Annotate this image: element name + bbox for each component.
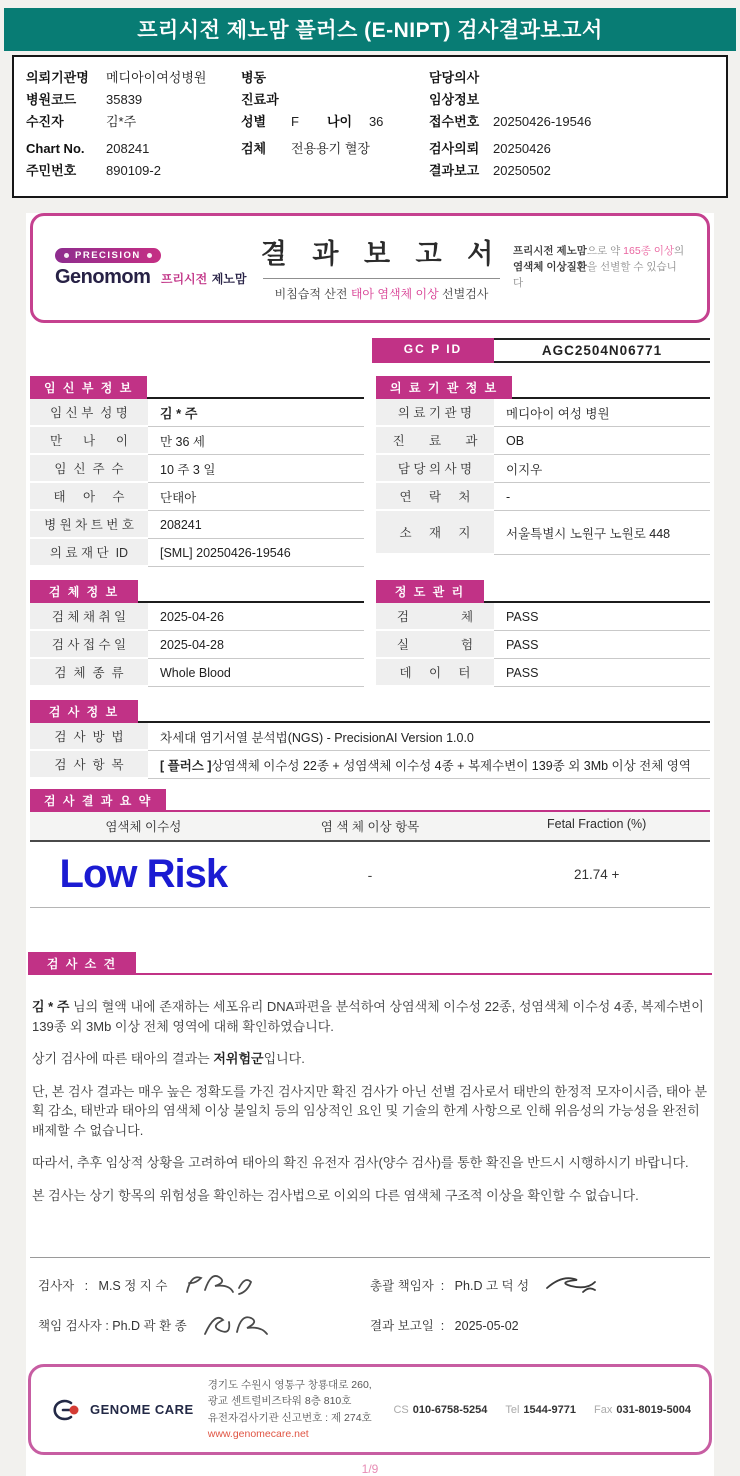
footer-contacts bbox=[393, 1404, 691, 1416]
signature-row bbox=[38, 1270, 370, 1300]
signature-col-right bbox=[370, 1270, 702, 1340]
chief-examiner-signature-image bbox=[201, 1310, 271, 1340]
abnormal-item-value: - bbox=[367, 866, 373, 883]
section-tab-test-info: 검 사 정 보 bbox=[30, 700, 138, 723]
footer-address bbox=[208, 1377, 380, 1442]
row-value: Whole Blood bbox=[160, 665, 231, 680]
table-row bbox=[30, 751, 710, 779]
subtitle-text: 선별검사 bbox=[438, 287, 489, 301]
table-row bbox=[376, 659, 710, 687]
field-label: 수진자 bbox=[26, 114, 64, 129]
field-value: 890109-2 bbox=[106, 163, 161, 178]
row-label: 만 나 이 bbox=[30, 427, 148, 455]
row-value: 10 주 3 일 bbox=[160, 462, 216, 477]
row-label: 임 신 주 수 bbox=[30, 455, 148, 483]
field-label: 성별 bbox=[241, 114, 267, 129]
cs-number: 010-6758-5254 bbox=[412, 1403, 488, 1416]
row-label: 소 재 지 bbox=[376, 511, 494, 555]
row-value: 2025-04-26 bbox=[160, 609, 224, 624]
brand-name-kr2: 제노맘 bbox=[211, 272, 247, 286]
table-row bbox=[241, 142, 429, 158]
row-label: 검 체 bbox=[376, 603, 494, 631]
table-row bbox=[30, 483, 364, 511]
director-signature-image bbox=[543, 1272, 599, 1298]
test-info-section bbox=[30, 700, 710, 779]
headline-divider bbox=[263, 278, 500, 279]
test-item-rest: 상염색체 이수성 22종 + 성염색체 이수성 4종 + 복제수변이 139종 외 3Mb 이상 전체 영역 bbox=[211, 758, 691, 773]
row-label: 검 사 방 법 bbox=[30, 723, 148, 751]
fax-contact bbox=[594, 1404, 691, 1416]
genome-care-logo-icon bbox=[49, 1397, 83, 1423]
field-label: 진료과 bbox=[241, 92, 279, 107]
field-label: 검체 bbox=[241, 141, 267, 156]
subtitle-text: 비침습적 산전 bbox=[274, 287, 351, 301]
paragraph-text: 입니다. bbox=[263, 1051, 305, 1066]
table-row bbox=[26, 115, 241, 131]
findings-paragraph bbox=[32, 997, 708, 1036]
director-label: 총괄 책임자 : Ph.D 고 덕 성 bbox=[370, 1279, 530, 1293]
cs-label: CS bbox=[393, 1403, 409, 1416]
table-row bbox=[429, 142, 716, 158]
table-row bbox=[376, 511, 710, 555]
field-value: F bbox=[291, 114, 299, 129]
gcp-id-label: GC P ID bbox=[372, 338, 494, 363]
table-row bbox=[376, 631, 710, 659]
row-label: 데 이 터 bbox=[376, 659, 494, 687]
row-value: 이지우 bbox=[506, 462, 543, 477]
tagline-text: 을 선별할 수 있습니다 bbox=[512, 260, 677, 290]
row-value bbox=[148, 751, 710, 778]
field-label: 임상정보 bbox=[429, 92, 480, 107]
table-row bbox=[30, 455, 364, 483]
report-headline bbox=[261, 232, 502, 302]
section-tab-specimen-info: 검 체 정 보 bbox=[30, 580, 138, 603]
row-value: PASS bbox=[506, 665, 539, 680]
cs-contact bbox=[393, 1404, 487, 1416]
field-value: 20250426-19546 bbox=[493, 114, 592, 129]
row-value: [SML] 20250426-19546 bbox=[160, 545, 291, 560]
table-row bbox=[30, 511, 364, 539]
report-headline-title: 결 과 보 고 서 bbox=[260, 239, 503, 269]
row-label: 실 험 bbox=[376, 631, 494, 659]
row-label: 진 료 과 bbox=[376, 427, 494, 455]
brand-logo bbox=[55, 245, 250, 289]
row-label: 병 원 차 트 번 호 bbox=[30, 511, 148, 539]
section-tab-clinic-info: 의 료 기 관 정 보 bbox=[376, 376, 512, 399]
row-label: 의 료 재 단 ID bbox=[30, 539, 148, 567]
brand-name bbox=[55, 266, 250, 289]
row-label: 임 신 부 성 명 bbox=[30, 399, 148, 427]
tel-label: Tel bbox=[505, 1403, 520, 1416]
field-value: 36 bbox=[368, 114, 384, 129]
row-value: 단태아 bbox=[160, 490, 197, 505]
row-label: 검 사 항 목 bbox=[30, 751, 148, 779]
patient-name-bold: 김 * 주 bbox=[32, 999, 70, 1014]
summary-header-row bbox=[30, 812, 710, 842]
patient-info-col-right bbox=[429, 68, 716, 183]
examiner-signature-image bbox=[181, 1270, 255, 1300]
gcp-id-value: AGC2504N06771 bbox=[494, 338, 710, 363]
result-summary-section bbox=[30, 789, 710, 908]
company-name: GENOME CARE bbox=[90, 1402, 194, 1418]
examiner-label: 검사자 : M.S 정 지 수 bbox=[38, 1279, 168, 1293]
row-label: 검 사 접 수 일 bbox=[30, 631, 148, 659]
table-row bbox=[376, 455, 710, 483]
field-value: 35839 bbox=[106, 92, 143, 107]
table-row bbox=[429, 115, 716, 131]
field-value: 20250426 bbox=[493, 141, 551, 156]
mother-info-section bbox=[30, 376, 364, 567]
precision-badge bbox=[55, 248, 161, 263]
table-row bbox=[241, 93, 429, 109]
report-headline-subtitle bbox=[261, 285, 502, 302]
report-header-box bbox=[30, 213, 710, 323]
genome-care-logo bbox=[49, 1397, 194, 1423]
report-body bbox=[26, 213, 714, 1476]
tel-contact bbox=[505, 1404, 576, 1416]
table-row bbox=[30, 631, 364, 659]
row-value: 2025-04-28 bbox=[160, 637, 224, 652]
table-row bbox=[241, 71, 429, 87]
table-row bbox=[30, 603, 364, 631]
table-row bbox=[429, 93, 716, 109]
table-row bbox=[241, 115, 429, 131]
address-line-1: 경기도 수원시 영통구 창룡대로 260, 광교 센트럴비즈타워 8층 810호 bbox=[207, 1379, 372, 1408]
page-number: 1/9 bbox=[361, 1462, 379, 1476]
findings-paragraph: 따라서, 추후 임상적 상황을 고려하여 태아의 확진 유전자 검사(양수 검사)를 통한 확진을 반드시 시행하시기 바랍니다. bbox=[32, 1155, 689, 1170]
field-label: Chart No. bbox=[26, 141, 85, 156]
fax-label: Fax bbox=[594, 1403, 613, 1416]
badge-dot-icon bbox=[147, 253, 152, 258]
findings-paragraph: 단, 본 검사 결과는 매우 높은 정확도를 가진 검사지만 확진 검사가 아닌 선별 검사로서 태반의 한정적 모자이시즘, 태아 분획 감소, 태반과 태아의 염색체 이상 불일치 등의 임상적인 요인 및 기술의 한계 사항으로 인해 위음성의 가능성을 완전히 배제할 수 없습니다. bbox=[32, 1083, 708, 1138]
row-value: - bbox=[506, 489, 511, 504]
field-label: 접수번호 bbox=[429, 114, 480, 129]
table-row bbox=[376, 603, 710, 631]
signature-row bbox=[38, 1310, 370, 1340]
risk-result-value: Low Risk bbox=[59, 852, 228, 896]
qc-info-section bbox=[376, 580, 710, 687]
summary-col-header: 염색체 이수성 bbox=[105, 820, 182, 834]
table-row bbox=[26, 71, 241, 87]
summary-value-row bbox=[30, 842, 710, 908]
brand-name-en: Genomom bbox=[55, 266, 151, 288]
findings-section bbox=[28, 952, 712, 1205]
test-item-bold: [ 플러스 ] bbox=[160, 758, 212, 773]
row-value: OB bbox=[506, 433, 525, 448]
row-value: 만 36 세 bbox=[160, 434, 205, 449]
row-label: 태 아 수 bbox=[30, 483, 148, 511]
company-url-link[interactable]: www.genomecare.net bbox=[207, 1427, 309, 1440]
specimen-info-section bbox=[30, 580, 364, 687]
field-label: 담당의사 bbox=[429, 70, 480, 85]
field-label: 나이 bbox=[326, 114, 353, 129]
table-row bbox=[30, 659, 364, 687]
field-label: 병원코드 bbox=[26, 92, 77, 107]
tagline-bold: 염색체 이상질환 bbox=[512, 260, 587, 273]
tel-number: 1544-9771 bbox=[523, 1403, 577, 1416]
tagline-pink: 165종 이상 bbox=[623, 244, 675, 257]
table-row bbox=[26, 142, 241, 158]
table-row bbox=[376, 399, 710, 427]
summary-col-header: Fetal Fraction (%) bbox=[547, 817, 647, 831]
row-label: 담 당 의 사 명 bbox=[376, 455, 494, 483]
field-value: 208241 bbox=[106, 141, 150, 156]
subtitle-highlight: 태아 염색체 이상 bbox=[350, 287, 439, 301]
row-value: 차세대 염기서열 분석법(NGS) - PrecisionAI Version 1.0.0 bbox=[160, 730, 474, 745]
report-title-banner bbox=[4, 8, 736, 51]
field-label: 결과보고 bbox=[429, 163, 480, 178]
row-value: 208241 bbox=[160, 517, 202, 532]
tagline-text: 의 bbox=[674, 244, 685, 257]
fax-number: 031-8019-5004 bbox=[616, 1403, 691, 1416]
table-row bbox=[429, 71, 716, 87]
table-row bbox=[26, 164, 241, 180]
badge-label: PRECISION bbox=[75, 250, 141, 261]
result-bold: 저위험군 bbox=[213, 1051, 264, 1066]
patient-info-table bbox=[12, 55, 728, 198]
footer-box bbox=[28, 1364, 712, 1455]
row-value: 김 * 주 bbox=[160, 406, 198, 421]
row-value: 메디아이 여성 병원 bbox=[506, 406, 610, 421]
paragraph-text: 님의 혈액 내에 존재하는 세포유리 DNA파편을 분석하여 상염색체 이수성 22종, 성염색체 이수성 4종, 복제수변이 139종 외 3Mb 이상 전체 영역에 대해 확인하였습니다. bbox=[32, 999, 704, 1034]
field-label: 병동 bbox=[241, 70, 267, 85]
section-tab-mother-info: 임 신 부 정 보 bbox=[30, 376, 147, 399]
report-date-label: 결과 보고일 : 2025-05-02 bbox=[370, 1319, 519, 1333]
table-row bbox=[30, 427, 364, 455]
field-value: 김*주 bbox=[106, 114, 137, 129]
field-label: 의뢰기관명 bbox=[26, 70, 89, 85]
section-tab-findings: 검 사 소 견 bbox=[28, 952, 136, 975]
section-tab-qc-info: 정 도 관 리 bbox=[376, 580, 484, 603]
row-value: PASS bbox=[506, 637, 539, 652]
table-row bbox=[376, 483, 710, 511]
table-row bbox=[30, 723, 710, 751]
row-label: 의 료 기 관 명 bbox=[376, 399, 494, 427]
signature-section bbox=[30, 1257, 710, 1340]
paragraph-text: 상기 검사에 따른 태아의 결과는 bbox=[32, 1051, 214, 1066]
section-tab-result-summary: 검 사 결 과 요 약 bbox=[30, 789, 166, 812]
patient-info-col-left bbox=[26, 68, 241, 183]
table-row bbox=[30, 399, 364, 427]
address-line-2: 유전자검사기관 신고번호 : 제 274호 bbox=[207, 1411, 372, 1424]
row-label: 검 체 채 취 일 bbox=[30, 603, 148, 631]
chief-examiner-label: 책임 검사자 : Ph.D 곽 환 종 bbox=[38, 1319, 187, 1333]
field-value: 전용용기 혈장 bbox=[291, 141, 370, 156]
summary-col-header: 염 색 체 이상 항목 bbox=[320, 820, 420, 834]
findings-paragraph bbox=[32, 1049, 708, 1069]
fetal-fraction-value: 21.74 + bbox=[573, 867, 620, 882]
gcp-id-row bbox=[30, 338, 710, 363]
brand-name-kr1: 프리시전 bbox=[160, 272, 208, 286]
tagline-bold: 프리시전 제노맘 bbox=[512, 244, 587, 257]
field-label: 검사의뢰 bbox=[429, 141, 480, 156]
row-label: 연 락 처 bbox=[376, 483, 494, 511]
row-value: PASS bbox=[506, 609, 539, 624]
tagline-text: 으로 약 bbox=[586, 244, 624, 257]
brand-tagline bbox=[513, 243, 685, 292]
field-label: 주민번호 bbox=[26, 163, 77, 178]
table-row bbox=[429, 164, 716, 180]
page-title: 프리시전 제노맘 플러스 (E-NIPT) 검사결과보고서 bbox=[137, 19, 603, 42]
signature-row bbox=[370, 1310, 702, 1340]
field-value: 20250502 bbox=[493, 163, 551, 178]
row-label: 검 체 종 류 bbox=[30, 659, 148, 687]
patient-info-col-middle bbox=[241, 68, 429, 183]
findings-paragraph: 본 검사는 상기 항목의 위험성을 확인하는 검사법으로 이외의 다른 염색체 구조적 이상을 확인할 수 없습니다. bbox=[32, 1187, 639, 1203]
signature-row bbox=[370, 1270, 702, 1300]
table-row bbox=[26, 93, 241, 109]
table-row bbox=[30, 539, 364, 567]
clinic-info-section bbox=[376, 376, 710, 567]
field-value: 메디아이여성병원 bbox=[106, 70, 207, 85]
signature-col-left bbox=[38, 1270, 370, 1340]
badge-dot-icon bbox=[64, 253, 69, 258]
row-value: 서울특별시 노원구 노원로 448 bbox=[506, 526, 671, 541]
table-row bbox=[376, 427, 710, 455]
